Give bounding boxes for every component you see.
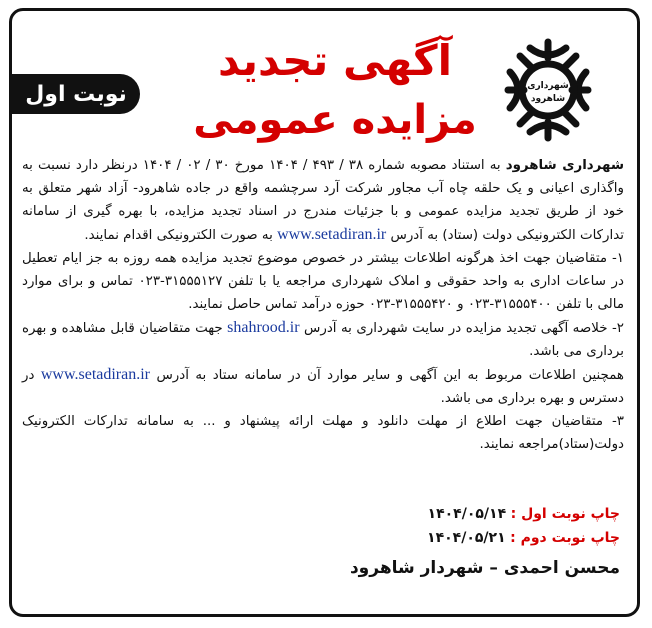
logo-text: شهرداری bbox=[527, 81, 569, 91]
publication-second-label: چاپ نوبت دوم : bbox=[510, 530, 620, 546]
setad-link[interactable]: www.setadiran.ir bbox=[277, 226, 387, 243]
ad-body bbox=[22, 154, 624, 456]
intro-tail: به صورت الکترونیکی اقدام نمایند. bbox=[84, 228, 278, 243]
intro-paragraph bbox=[22, 154, 624, 247]
signer: محسن احمدی – شهردار شاهرود bbox=[349, 558, 620, 578]
publication-second-date: ۱۴۰۴/۰۵/۲۱ bbox=[427, 530, 506, 546]
shahrood-link[interactable]: shahrood.ir bbox=[227, 319, 300, 336]
round-badge: نوبت اول bbox=[12, 74, 140, 114]
item-2b-text: همچنین اطلاعات مربوط به این آگهی و سایر موارد آن در سامانه ستاد به آدرس bbox=[150, 368, 624, 383]
intro-text: به استناد مصوبه شماره ۳۸ / ۴۹۳ / ۱۴۰۴ مورخ ۳۰ / ۰۲ / ۱۴۰۴ درنظر دارد نسبت به واگذاری اعیانی و یک حلقه چاه آب مجاور شرکت آرد سرچشمه واقع در جاده شاهرود- آزاد شهر متعلق به خود از طریق تجدید مزایده عمومی و با جزئیات مندرج در اسناد تجدید مزایده، با بهره گیری از سامانه تدارکات الکترونیکی دولت (ستاد) به آدرس bbox=[22, 158, 624, 243]
item-3: ۳- متقاضیان جهت اطلاع از مهلت دانلود و مهلت ارائه پیشنهاد و ... به سامانه تدارکات الکترونیک دولت(ستاد)مراجعه نمایند. bbox=[22, 414, 624, 452]
svg-text:شاهرود: شاهرود bbox=[530, 94, 566, 104]
publication-first-date: ۱۴۰۴/۰۵/۱۴ bbox=[427, 506, 507, 522]
title-line-2: مزایده عمومی bbox=[193, 97, 477, 143]
publication-second bbox=[400, 530, 620, 546]
item-1: ۱- متقاضیان جهت اخذ هرگونه اطلاعات بیشتر در خصوص موضوع تجدید مزایده همه روزه به جز ایام تعطیل در ساعات اداری به واحد حقوقی و املاک شهرداری مراجعه یا با تلفن ۳۱۵۵۵۱۲۷-۰۲۳ تماس و برای موارد مالی با تلفن ۳۱۵۵۵۴۰۰-۰۲۳ و ۳۱۵۵۵۴۲۰-۰۲۳ حوزه درآمد تماس حاصل نمایند. bbox=[22, 251, 624, 312]
item-2b-tail: در دسترس و بهره برداری می باشد. bbox=[22, 368, 624, 406]
item-2b bbox=[22, 363, 624, 410]
publication-first bbox=[400, 506, 620, 522]
intro-lead: شهرداری شاهرود bbox=[505, 158, 624, 173]
setad-link-2[interactable]: www.setadiran.ir bbox=[40, 366, 151, 383]
title-line-1: آگهی تجدید bbox=[218, 36, 452, 85]
publication-first-label: چاپ نوبت اول : bbox=[510, 506, 620, 522]
item-2 bbox=[22, 316, 624, 363]
item-2-text: ۲- خلاصه آگهی تجدید مزایده در سایت شهرداری به آدرس bbox=[299, 321, 624, 336]
shahrood-municipality-logo bbox=[500, 38, 596, 142]
item-2-tail: جهت متقاضیان قابل مشاهده و بهره برداری می باشد. bbox=[22, 321, 624, 359]
